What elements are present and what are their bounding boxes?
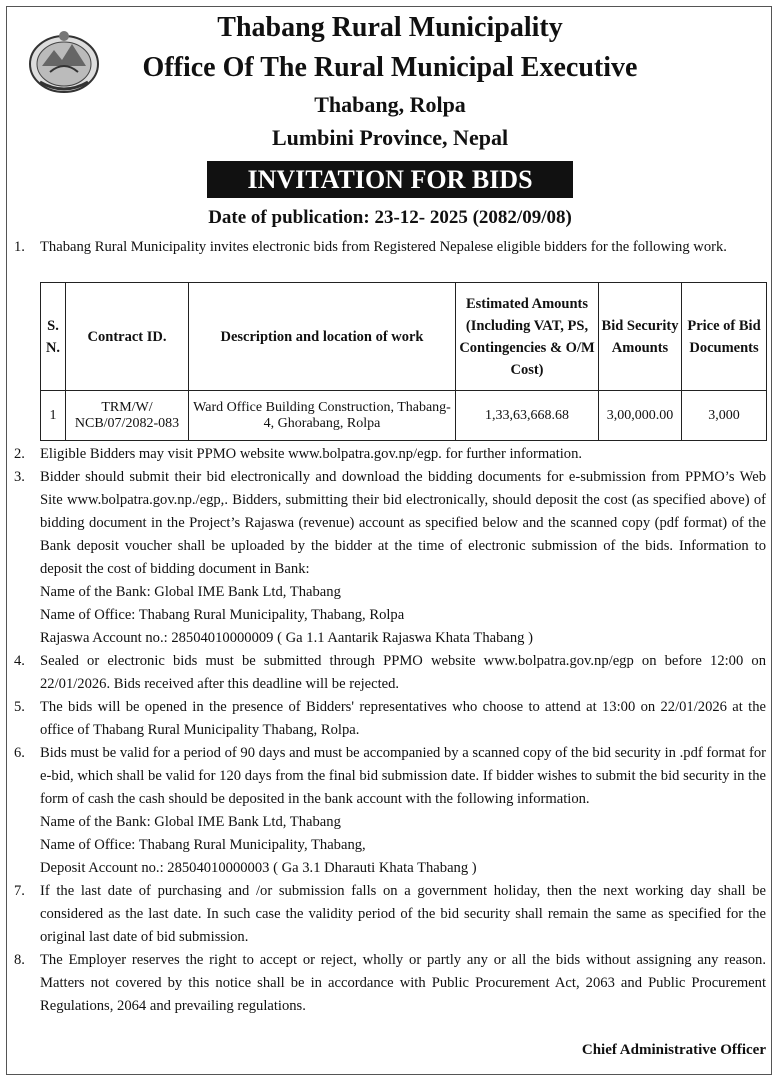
cell-price: 3,000 (682, 391, 767, 441)
cell-sn: 1 (41, 391, 66, 441)
item-number: 8. (14, 952, 25, 968)
office-name-line: Name of Office: Thabang Rural Municipality, Thabang, (40, 837, 366, 853)
account-number: Deposit Account no.: 28504010000003 ( Ga 3.1 Dharauti Khata Thabang ) (40, 860, 477, 876)
notice-item-8 (14, 949, 766, 1018)
column-header: Price of Bid Documents (682, 283, 767, 391)
item-number: 4. (14, 653, 25, 669)
cell-security: 3,00,000.00 (599, 391, 682, 441)
municipality-name: Thabang Rural Municipality (217, 12, 563, 43)
item-text: Sealed or electronic bids must be submitted through PPMO website www.bolpatra.gov.np/egp on before 12:00 on 22/01/2026. Bids received after this deadline will be rejected. (40, 653, 766, 692)
column-header: Description and location of work (189, 283, 456, 391)
signature: Chief Administrative Officer (581, 1042, 766, 1058)
item-number: 3. (14, 469, 25, 485)
item-number: 7. (14, 883, 25, 899)
column-header: Contract ID. (66, 283, 189, 391)
account-number: Rajaswa Account no.: 28504010000009 ( Ga 1.1 Aantarik Rajaswa Khata Thabang ) (40, 630, 533, 646)
column-header: Bid Security Amounts (599, 283, 682, 391)
item-text: The Employer reserves the right to accept or reject, wholly or partly any or all the bids without assigning any reason. Matters not covered by this notice shall be in accordance with Public Procurement Act, 2063 and Public Procurement Regulations, 2064 and prevailing regulations. (40, 952, 766, 1014)
item-text: Bids must be valid for a period of 90 days and must be accompanied by a scanned copy of the bid security in .pdf format for e-bid, which shall be valid for 120 days from the final bid submission date. If bidder wishes to submit the bid security in the form of cash the cash should be deposited in the bank account with the following information. (40, 745, 766, 807)
item-text: If the last date of purchasing and /or submission falls on a government holiday, then the next working day shall be considered as the last date. In such case the validity period of the bid security shall remain the same as specified for the original last date of bid submission. (40, 883, 766, 945)
notice-item-5 (14, 696, 766, 742)
notice-item-2 (14, 443, 766, 466)
item-number: 1. (14, 239, 25, 255)
province-line: Lumbini Province, Nepal (271, 125, 509, 150)
item-number: 6. (14, 745, 25, 761)
column-header: S. N. (41, 283, 66, 391)
item-number: 2. (14, 446, 25, 462)
bank-name: Name of the Bank: Global IME Bank Ltd, Thabang (40, 584, 341, 600)
cell-estimate: 1,33,63,668.68 (456, 391, 599, 441)
cell-contract-id: TRM/W/ NCB/07/2082-083 (66, 391, 189, 441)
bank-name: Name of the Bank: Global IME Bank Ltd, Thabang (40, 814, 341, 830)
notice-item-4 (14, 650, 766, 696)
item-number: 5. (14, 699, 25, 715)
item-text: The bids will be opened in the presence of Bidders' representatives who choose to attend at 13:00 on 22/01/2026 at the office of Thabang Rural Municipality Thabang, Rolpa. (40, 699, 766, 738)
item-text: Thabang Rural Municipality invites electronic bids from Registered Nepalese eligible bidders for the following work. (40, 239, 727, 255)
item-text: Bidder should submit their bid electronically and download the bidding documents for e-submission from PPMO’s Web Site www.bolpatra.gov.np./egp,. Bidders, submitting their bid electronically, should deposit the cost (as specified above) of bidding document in the Project’s Rajaswa (revenue) account as specified below and the scanned copy (pdf format) of the Bank deposit voucher shall be uploaded by the bidder at the time of electronic submission of the bids. Information to deposit the cost of bidding document in Bank: (40, 469, 766, 577)
address-line: Thabang, Rolpa (314, 92, 466, 117)
notice-item-7 (14, 880, 766, 949)
office-name: Office Of The Rural Municipal Executive (142, 52, 638, 83)
column-header: Estimated Amounts (Including VAT, PS, Contingencies & O/M Cost) (456, 283, 599, 391)
publication-date: Date of publication: 23-12- 2025 (2082/09/08) (208, 207, 572, 228)
notice-item-1 (14, 236, 766, 259)
notice-items (14, 443, 766, 1018)
notice-item-3 (14, 466, 766, 650)
notice-title: INVITATION FOR BIDS (207, 161, 573, 198)
table-row (41, 391, 767, 441)
item-text: Eligible Bidders may visit PPMO website www.bolpatra.gov.np/egp. for further information. (40, 446, 583, 462)
cell-description: Ward Office Building Construction, Thabang-4, Ghorabang, Rolpa (189, 391, 456, 441)
notice-item-6 (14, 742, 766, 880)
bid-table (40, 282, 767, 441)
table-header-row (41, 283, 767, 391)
office-name-line: Name of Office: Thabang Rural Municipality, Thabang, Rolpa (40, 607, 405, 623)
